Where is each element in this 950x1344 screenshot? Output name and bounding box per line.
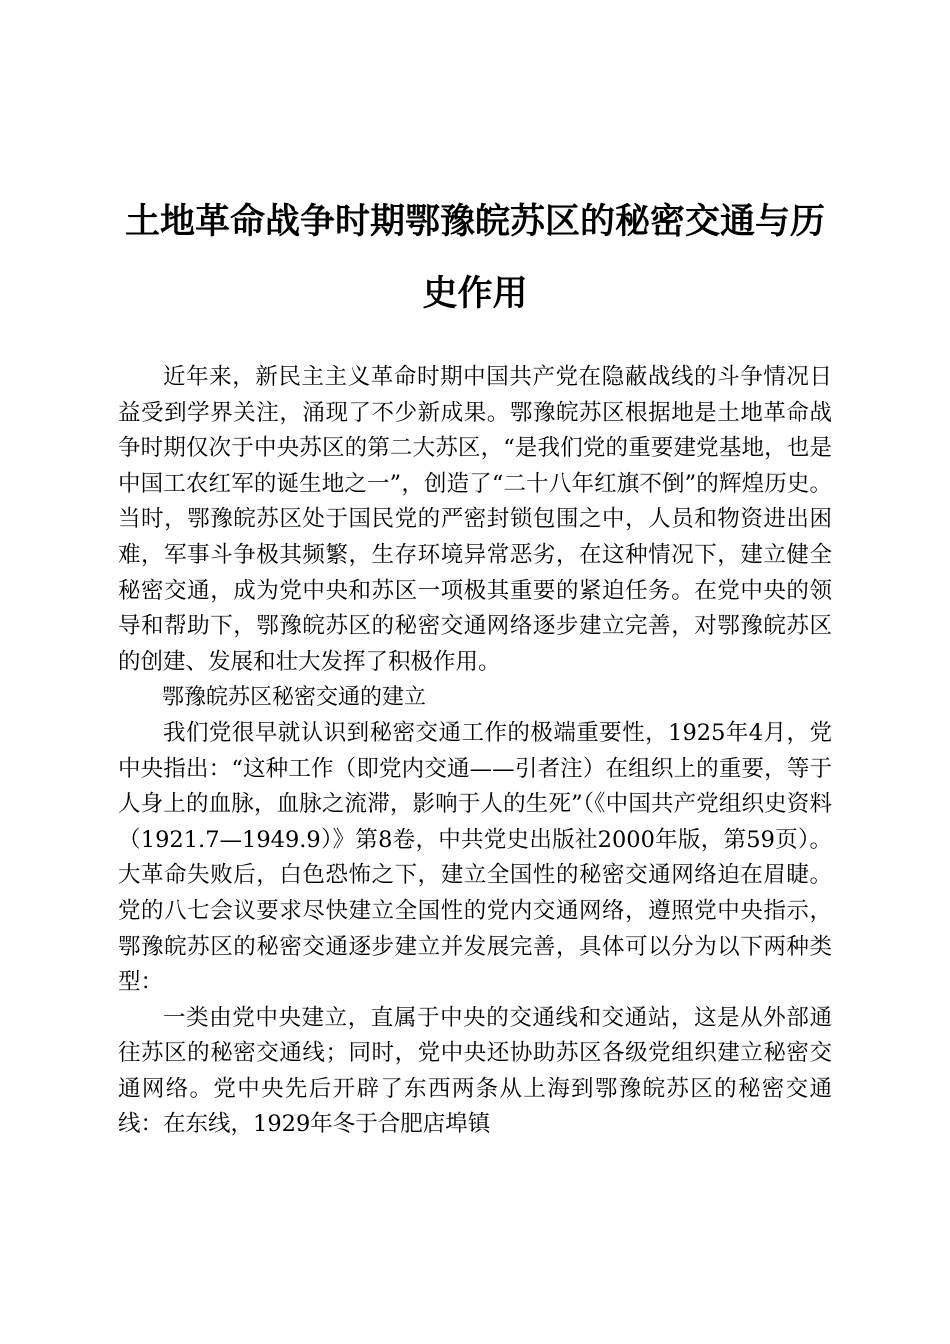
section-paragraph-1: 我们党很早就认识到秘密交通工作的极端重要性，1925年4月，党中央指出：“这种工作（即党内交通——引者注）在组织上的重要，等于人身上的血脉，血脉之流滞，影响于人的生死”（《中国共产党组织史资料（1921.7—1949.9）》第8卷，中共党史出版社2000年版，第59页）。大革命失败后，白色恐怖之下，建立全国性的秘密交通网络迫在眉睫。党的八七会议要求尽快建立全国性的党内交通网络，遵照党中央指示，鄂豫皖苏区的秘密交通逐步建立并发展完善，具体可以分为以下两种类型： — [118, 719, 832, 996]
document-body — [118, 360, 832, 1143]
intro-paragraph: 近年来，新民主主义革命时期中国共产党在隐蔽战线的斗争情况日益受到学界关注，涌现了不少新成果。鄂豫皖苏区根据地是土地革命战争时期仅次于中央苏区的第二大苏区，“是我们党的重要建党基地，也是中国工农红军的诞生地之一”，创造了“二十八年红旗不倒”的辉煌历史。当时，鄂豫皖苏区处于国民党的严密封锁包围之中，人员和物资进出困难，军事斗争极其频繁，生存环境异常恶劣，在这种情况下，建立健全秘密交通，成为党中央和苏区一项极其重要的紧迫任务。在党中央的领导和帮助下，鄂豫皖苏区的秘密交通网络逐步建立完善，对鄂豫皖苏区的创建、发展和壮大发挥了积极作用。 — [118, 364, 832, 675]
section-paragraph-2: 一类由党中央建立，直属于中央的交通线和交通站，这是从外部通往苏区的秘密交通线；同时，党中央还协助苏区各级党组织建立秘密交通网络。党中央先后开辟了东西两条从上海到鄂豫皖苏区的秘密交通线：在东线，1929年冬于合肥店埠镇 — [118, 1004, 832, 1138]
section-heading: 鄂豫皖苏区秘密交通的建立 — [162, 685, 427, 711]
document-title: 土地革命战争时期鄂豫皖苏区的秘密交通与历史作用 — [124, 202, 825, 314]
